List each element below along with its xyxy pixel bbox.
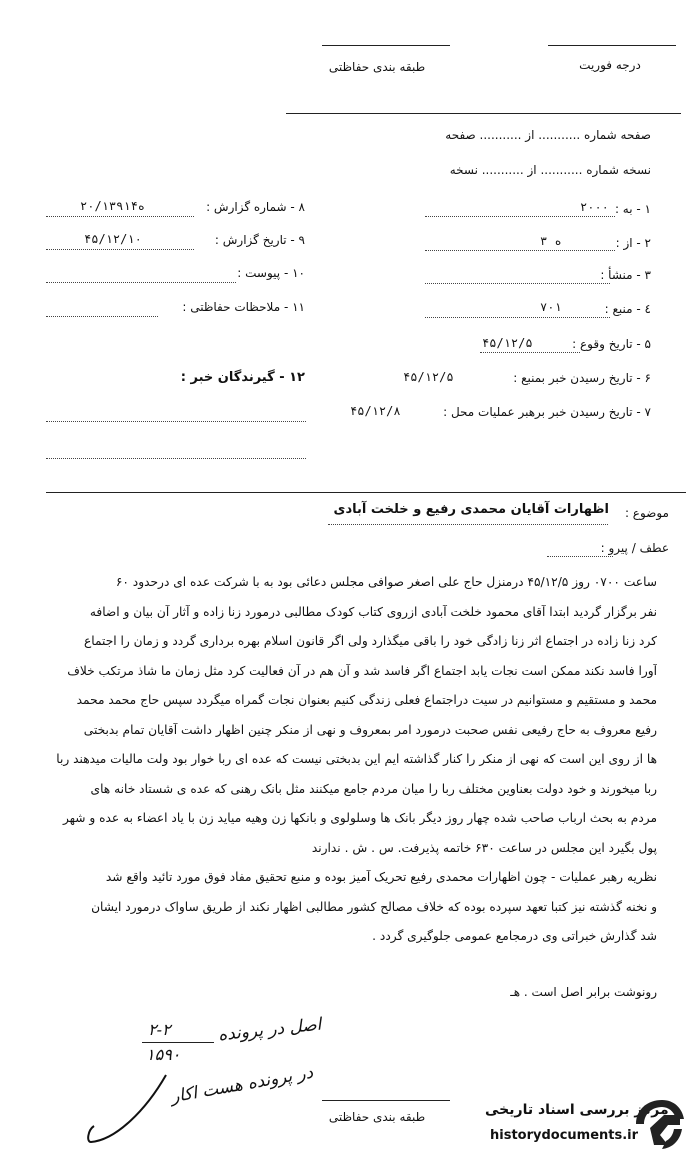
report-number-label: ۸ - شماره گزارش :: [206, 200, 305, 214]
origin-dots: [425, 283, 610, 284]
security-notes-dots: [46, 316, 158, 317]
logo-url: historydocuments.ir: [490, 1128, 639, 1143]
origin-label: ۳ - منشأ :: [600, 268, 651, 282]
source-label: ٤ - منبع :: [604, 302, 651, 316]
body-line: رفیع معروف به حاج رفیعی نفس صحبت درمورد امر بمعروف و نهی از منکر چنین اظهار داشت آقایان تمام بدبختی: [83, 722, 657, 737]
receipt-source-value: ۴۵/۱۲/۵: [403, 370, 454, 384]
source-dots: [425, 317, 610, 318]
body-line: کرد زنا زاده در اجتماع اثر زنا زادگی خود را باقی میگذارد ولی اگر قانون اسلام بهره برداری گردد و زمان را اجتماع: [84, 634, 657, 648]
handwritten-note-1: اصل در پرونده: [217, 1014, 323, 1046]
body-line: شد گذارش خبراتی وی درمجامع عمومی جلوگیری گردد .: [372, 929, 657, 943]
recipients-label: ۱۲ - گیرندگان خبر :: [180, 370, 305, 385]
handwritten-note-2: در پرونده هست اکار: [169, 1062, 315, 1108]
body-line: نفر برگزار گردید ابتدا آقای محمود خلخت آبادی ازروی کتاب کودک مطالبی درمورد زنا زاده و آثار آن بیان و اضافه: [89, 604, 657, 619]
footer-classification-label: طبقه بندی حفاظتی: [328, 1110, 426, 1124]
classification-label: طبقه بندی حفاظتی: [328, 60, 426, 74]
copy-number-line: نسخه شماره ........... از ........... نسخه: [449, 163, 651, 177]
source-value: ۷۰۱: [540, 300, 562, 314]
reference-label: عطف / پیرو :: [600, 541, 669, 555]
to-value: ۲۰۰۰: [580, 200, 609, 214]
handwritten-fraction-top: ۲-۲: [148, 1020, 171, 1039]
report-number-dots: [46, 216, 194, 217]
body-line: آورا فاسد نکند ممکن است نجات یابد اجتماع اگر فاسد شد و آن هم در آن فعالیت کرد مثل زمان ما شاذ مرتکب خلاف: [67, 663, 657, 678]
page-number-line: صفحه شماره ........... از ........... صفحه: [445, 128, 651, 142]
from-dots: [425, 250, 615, 251]
body-line: نظریه رهبر عملیات - چون اظهارات محمدی رفیع تحریک آمیز بوده و منبع تحقیق مفاد فوق مورد تائید واقع شد: [105, 870, 657, 884]
logo-icon: [630, 1095, 688, 1153]
from-label: ۲ - از :: [615, 236, 651, 250]
meta-divider: [46, 492, 686, 493]
header-divider: [286, 113, 681, 114]
subject-value: اظهارات آقایان محمدی رفیع و خلخت آبادی: [333, 502, 609, 517]
recipients-dots-1: [46, 421, 306, 422]
urgency-label: درجه فوریت: [579, 58, 641, 72]
body-line: ربا میخورند و خود دولت بعناوین مختلف ربا را میان مردم جامع میکنند مثل بانک رهنی که عده ی شستاد خانه های: [90, 781, 657, 796]
receipt-source-label: ۶ - تاریخ رسیدن خبر بمنبع :: [513, 371, 651, 385]
handwritten-fraction-bar: [142, 1042, 214, 1043]
report-number-value: ۲۰/۱۳۹۱۴ه: [80, 199, 146, 213]
receipt-ops-value: ۴۵/۱۲/۸: [350, 404, 401, 418]
recipients-dots-2: [46, 458, 306, 459]
report-date-dots: [46, 249, 194, 250]
classification-line-top: [322, 45, 450, 46]
event-date-dots: [480, 352, 580, 353]
body-line: ها از روی این است که نهی از منکر را کنار گذاشته ایم این بدبختی نیست که عده ای ربا خوار بود ولت مالیات میدهند ربا: [56, 752, 657, 766]
body-line: ساعت ۰۷۰۰ روز ۴۵/۱۲/۵ درمنزل حاج علی اصغر صوافی مجلس دعائی بود به با شرکت عده ای درحدود ۶۰: [115, 575, 657, 589]
event-date-value: ۴۵/۱۲/۵: [482, 336, 533, 350]
to-dots: [425, 216, 615, 217]
footer-classification-line: [322, 1100, 450, 1101]
handwritten-stroke: [86, 1070, 176, 1150]
reference-dots: [547, 556, 613, 557]
receipt-ops-label: ۷ - تاریخ رسیدن خبر برهبر عملیات محل :: [443, 405, 651, 419]
report-date-label: ۹ - تاریخ گزارش :: [214, 233, 305, 247]
logo-title: مرکز بررسی اسناد تاریخی: [485, 1102, 669, 1118]
attachment-dots: [46, 282, 236, 283]
event-date-label: ۵ - تاریخ وقوع :: [572, 337, 651, 351]
subject-dots: [328, 524, 608, 525]
to-label: ۱ - به :: [614, 202, 651, 216]
copy-note: رونوشت برابر اصل است . هـ: [510, 985, 657, 999]
body-line: مردم به بحث ارباب صاحب شده چهار روز دیگر بانک ها وسلولوی و بانکها زن وهیه میاید زن با یاد اعضاء به عده و شهر: [62, 811, 657, 825]
security-notes-label: ۱۱ - ملاحظات حفاظتی :: [182, 300, 305, 314]
from-value: ۳ ه: [540, 234, 562, 248]
urgency-line-top: [548, 45, 676, 46]
handwritten-fraction-bottom: ۱۵۹۰: [146, 1045, 181, 1064]
body-line: پول بگیرد این مجلس در ساعت ۶۳۰ خاتمه پذیرفت. س . ش . ندارند: [311, 840, 657, 855]
report-date-value: ۴۵/۱۲/۱۰: [84, 232, 142, 246]
body-line: محمد و مستقیم و مستوانیم در سیت دراجتماع فعلی زندگی کنیم بعنوان نجات گمراه میگردد سپس حاج محمد محمد: [76, 693, 657, 707]
attachment-label: ۱۰ - پیوست :: [237, 266, 305, 280]
body-line: و نخنه گذشته نیز کتبا تعهد سپرده بوده که خلاف مصالح کشور مطالبی اظهار نکند از طریق ساواک درمورد ایشان: [91, 899, 657, 914]
subject-label: موضوع :: [624, 506, 669, 520]
